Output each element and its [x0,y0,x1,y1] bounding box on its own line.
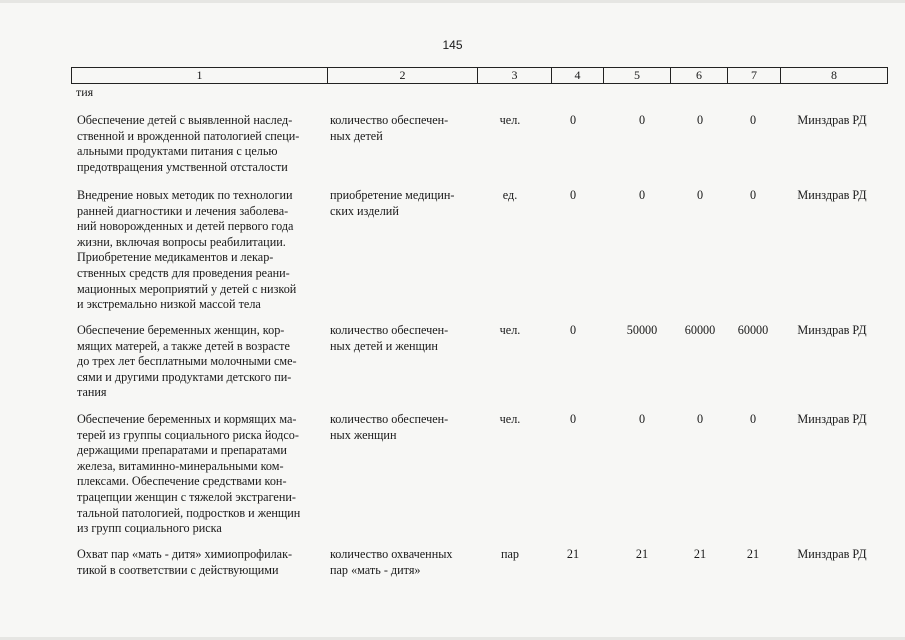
value-col-7: 21 [746,547,760,561]
scan-top-edge [0,0,905,3]
executor-cell: Минздрав РД [797,113,867,127]
unit-cell: чел. [499,412,521,426]
executor-cell: Минздрав РД [797,188,867,202]
page-number: 145 [442,38,463,52]
measure-cell: Обеспечение беременных женщин, кор- мящих матерей, а также детей в возрасте до трех лет бесплатными молочными сме- сями и другими продуктами детского пи- тания [77,323,297,400]
measure-cell: Охват пар «мать - дитя» химиопрофилак- тикой в соответствии с действующими [77,547,293,577]
header-col-2: 2 [328,68,478,83]
indicator-cell: приобретение медицин- ских изделий [330,188,455,218]
table-header [71,67,888,84]
value-col-6: 0 [696,412,704,426]
executor-cell: Минздрав РД [797,323,867,337]
executor-cell: Минздрав РД [797,412,867,426]
value-col-6: 21 [693,547,707,561]
unit-cell: чел. [499,323,521,337]
header-col-6: 6 [671,68,728,83]
measure-cell: Внедрение новых методик по технологии ранней диагностики и лечения заболева- ний новорожденных и детей первого года жизни, включая вопросы реабилитации. Приобретение медикаментов и лекар- ственных средств для проведения реани- мационных мероприятий у детей с низкой и экстремально низкой массой тела [77,188,297,312]
unit-cell: пар [500,547,520,561]
header-col-7: 7 [728,68,781,83]
value-col-7: 0 [749,188,757,202]
value-col-4: 21 [566,547,580,561]
header-col-1: 1 [72,68,328,83]
value-col-7: 0 [749,113,757,127]
header-col-5: 5 [604,68,671,83]
value-col-4: 0 [569,412,577,426]
value-col-4: 0 [569,113,577,127]
value-col-7: 60000 [737,323,769,337]
value-col-5: 21 [635,547,649,561]
value-col-4: 0 [569,188,577,202]
value-col-6: 60000 [684,323,716,337]
unit-cell: чел. [499,113,521,127]
executor-cell: Минздрав РД [797,547,867,561]
unit-cell: ед. [502,188,518,202]
value-col-6: 0 [696,113,704,127]
measure-cell: Обеспечение беременных и кормящих ма- терей из группы социального риска йодсо- держащими препаратами и препаратами железа, витаминно-минеральными ком- плексами. Обеспечение средствами кон- трацепции женщин с тяжелой экстрагени- тальной патологией, подростков и женщин из групп социального риска [77,412,301,536]
value-col-5: 50000 [626,323,658,337]
value-col-7: 0 [749,412,757,426]
value-col-6: 0 [696,188,704,202]
indicator-cell: количество обеспечен- ных детей [330,113,449,143]
value-col-5: 0 [638,412,646,426]
header-col-8: 8 [831,68,837,82]
indicator-cell: количество обеспечен- ных детей и женщин [330,323,449,353]
measure-cell: Обеспечение детей с выявленной наслед- ственной и врожденной патологией специ- альными продуктами питания с целью предотвращения умственной отсталости [77,113,300,174]
continuation-text: тия [76,85,94,99]
value-col-5: 0 [638,113,646,127]
header-col-4: 4 [552,68,604,83]
header-col-3: 3 [478,68,552,83]
value-col-5: 0 [638,188,646,202]
value-col-4: 0 [569,323,577,337]
indicator-cell: количество обеспечен- ных женщин [330,412,449,442]
indicator-cell: количество охваченных пар «мать - дитя» [330,547,453,577]
